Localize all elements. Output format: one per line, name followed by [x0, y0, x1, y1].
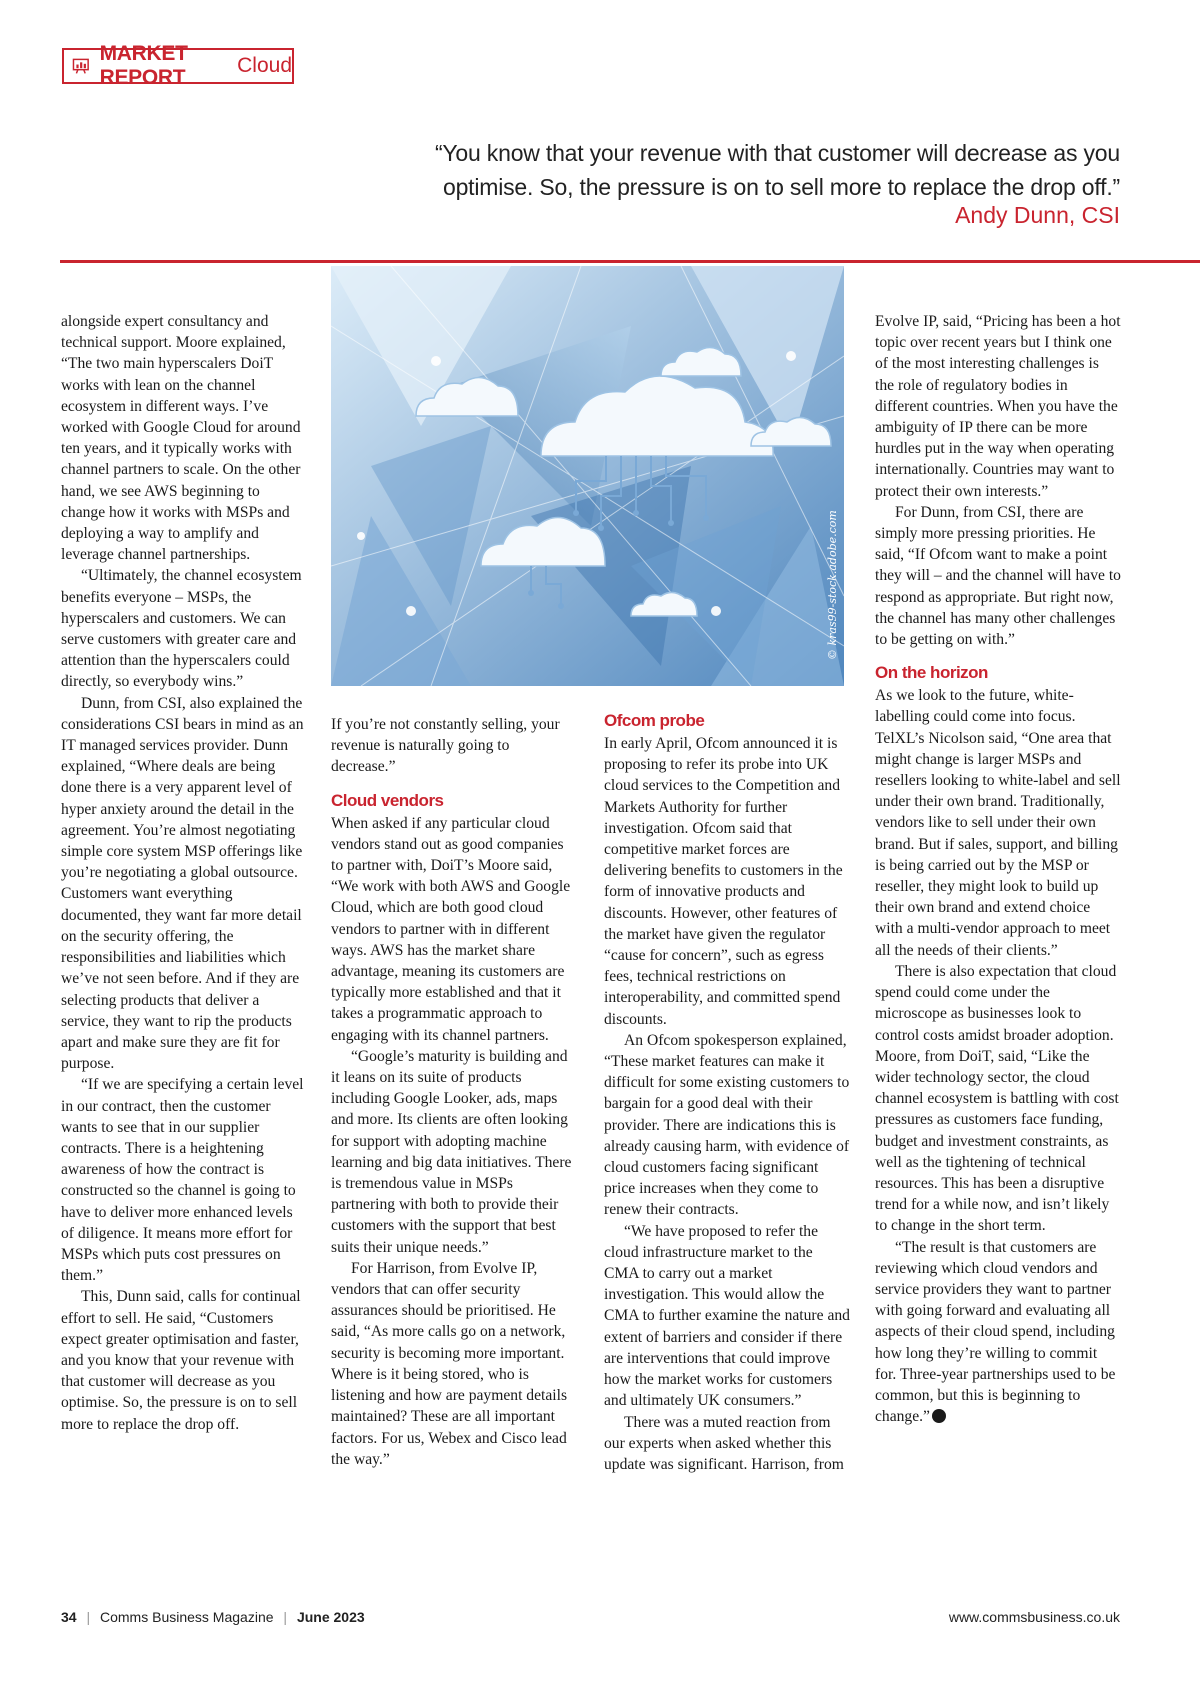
section-subtitle: Cloud [237, 54, 292, 77]
pull-quote-author: Andy Dunn, CSI [955, 202, 1120, 228]
footer-separator: | [283, 1609, 288, 1625]
paragraph: There is also expectation that cloud spend could come under the microscope as businesses look to control costs amidst broader adoption. Moore, from DoiT, said, “Like the wider technology sector, the cloud channel ecosystem is battling with cost pressures as customers face funding, budget and investment constraints, as well as the tightening of technical resources. This has been a disruptive trend for a while now, and isn’t likely to change in the short term. [875, 962, 1119, 1235]
issue-date: June 2023 [296, 1609, 365, 1625]
subheading-cloud-vendors: Cloud vendors [331, 790, 444, 810]
section-title: MARKET REPORT [99, 42, 188, 89]
magazine-name: Comms Business Magazine [100, 1609, 274, 1625]
section-tag [62, 42, 294, 89]
page-footer [61, 1609, 1120, 1631]
paragraph: If you’re not constantly selling, your revenue is naturally going to decrease.” [331, 716, 560, 776]
article-column-4 [875, 311, 1121, 1427]
paragraph: alongside expert consultancy and technical support. Moore explained, “The two main hyperscalers DoiT works with lean on the channel ecosystem in different ways. I’ve worked with Google Cloud for around ten years, and it typically works with channel partners to scale. On the other hand, we see AWS beginning to change how it works with MSPs and deploying a way to amplify and leverage channel partnerships. [61, 313, 301, 564]
chart-icon [72, 54, 90, 78]
paragraph: “Ultimately, the channel ecosystem benefits everyone – MSPs, the hyperscalers and customers. We can serve customers with greater care and attention than the hyperscalers could directly, so everybody wins.” [61, 567, 302, 691]
paragraph: As we look to the future, white-labelling could come into focus. TelXL’s Nicolson said, “One area that might change is larger MSPs and resellers looking to white-label and sell under their own brand. Traditionally, vendors like to sell under their own brand. But if sales, support, and billing is being carried out by the MSP or reseller, they might look to build up their own brand and extend choice with a multi-vendor approach to meet all the needs of their clients.” [875, 687, 1121, 959]
photo-credit: © kras99-stock.adobe.com [826, 510, 839, 660]
subheading-ofcom-probe: Ofcom probe [604, 711, 705, 730]
paragraph: Dunn, from CSI, also explained the considerations CSI bears in mind as an IT managed services provider. Dunn explained, “Where deals are being done there is a very apparent level of hyper anxiety around the detail in the agreement. You’re almost negotiating simple core system MSP offerings like you’re negotiating a global outsource. Customers want everything documented, they want far more detail on the security offering, the responsibilities and liabilities which we’ve not seen before. And if they are selecting products that deliver a service, they want to rip the products apart and make sure they are fit for purpose. [61, 694, 304, 1073]
subheading-on-the-horizon: On the horizon [875, 663, 988, 683]
paragraph: When asked if any particular cloud vendors stand out as good companies to partner with, DoiT’s Moore said, “We work with both AWS and Google Cloud, which are both good cloud vendors to partner with in different ways. AWS has the market share advantage, meaning its customers are typically more established and that it takes a programmatic approach to engaging with its channel partners. [331, 814, 571, 1044]
paragraph: “If we are specifying a certain level in our contract, then the customer wants to see that in our supplier contracts. There is a heightening awareness of how the contract is constructed so the channel is going to have to deliver more enhanced levels of diligence. It means more effort for MSPs which puts cost pressures on them.” [61, 1076, 304, 1285]
paragraph-text: “The result is that customers are reviewing which cloud vendors and service providers they want to partner with going forward and evaluating all aspects of their cloud spend, including how long they’re willing to commit for. Three-year partnerships used to be common, but this is beginning to change.” [875, 1238, 1116, 1426]
divider [60, 260, 1200, 263]
page-number: 34 [61, 1609, 77, 1625]
paragraph: “Google’s maturity is building and it leans on its suite of products including Google Looker, ads, maps and more. Its clients are often looking for support with adopting machine learning and big data initiatives. There is tremendous value in MSPs partnering with both to provide their customers with the support that best suits their unique needs.” [331, 1047, 572, 1256]
cloud-illustration [331, 266, 844, 686]
article-column-3 [604, 710, 850, 1475]
end-mark-icon [932, 1409, 946, 1423]
paragraph: There was a muted reaction from our experts when asked whether this update was significant. Harrison, from [604, 1413, 844, 1473]
paragraph: For Dunn, from CSI, there are simply more pressing priorities. He said, “If Ofcom want to make a point they will – and the channel will have to respond as appropriate. But right now, the channel has many other challenges to be getting on with.” [875, 503, 1121, 649]
footer-separator: | [86, 1609, 91, 1625]
article-column-2 [331, 714, 577, 1470]
paragraph: An Ofcom spokesperson explained, “These market features can make it difficult for some existing customers to bargain for a good deal with their provider. There are indications this is already causing harm, with evidence of cloud customers facing significant price increases when they come to renew their contracts. [604, 1031, 850, 1219]
article-column-1 [61, 311, 307, 1435]
paragraph: In early April, Ofcom announced it is proposing to refer its probe into UK cloud services to the Competition and Markets Authority for further investigation. Ofcom said that competitive market forces are delivering benefits to customers in the form of innovative products and discounts. However, other features of the market have given the regulator “cause for concern”, such as egress fees, technical restrictions on interoperability, and committed spend discounts. [604, 735, 843, 1028]
paragraph: “We have proposed to refer the cloud infrastructure market to the CMA to carry out a market investigation. This would allow the CMA to further examine the nature and extent of barriers and consider if there are interventions that could improve how the market works for customers and ultimately UK consumers.” [604, 1222, 850, 1410]
pull-quote: “You know that your revenue with that customer will decrease as you optimise. So, the pressure is on to sell more to replace the drop off.” [434, 140, 1120, 200]
website-link[interactable]: www.commsbusiness.co.uk [948, 1609, 1120, 1625]
paragraph: Evolve IP, said, “Pricing has been a hot topic over recent years but I think one of the most interesting challenges is the role of regulatory bodies in different countries. When you have the ambiguity of IP there can be more hurdles put in the way when operating internationally. Countries may want to protect their own interests.” [875, 313, 1121, 500]
paragraph: This, Dunn said, calls for continual effort to sell. He said, “Customers expect greater optimisation and faster, and you know that your revenue with that customer will decrease as you optimise. So, the pressure is on to sell more to replace the drop off. [61, 1288, 301, 1433]
paragraph [875, 1237, 1121, 1428]
paragraph: For Harrison, from Evolve IP, vendors that can offer security assurances should be prioritised. He said, “As more calls go on a network, security is becoming more important. Where is it being stored, who is listening and how are payment details maintained? These are all important factors. For us, Webex and Cisco lead the way.” [331, 1259, 568, 1468]
